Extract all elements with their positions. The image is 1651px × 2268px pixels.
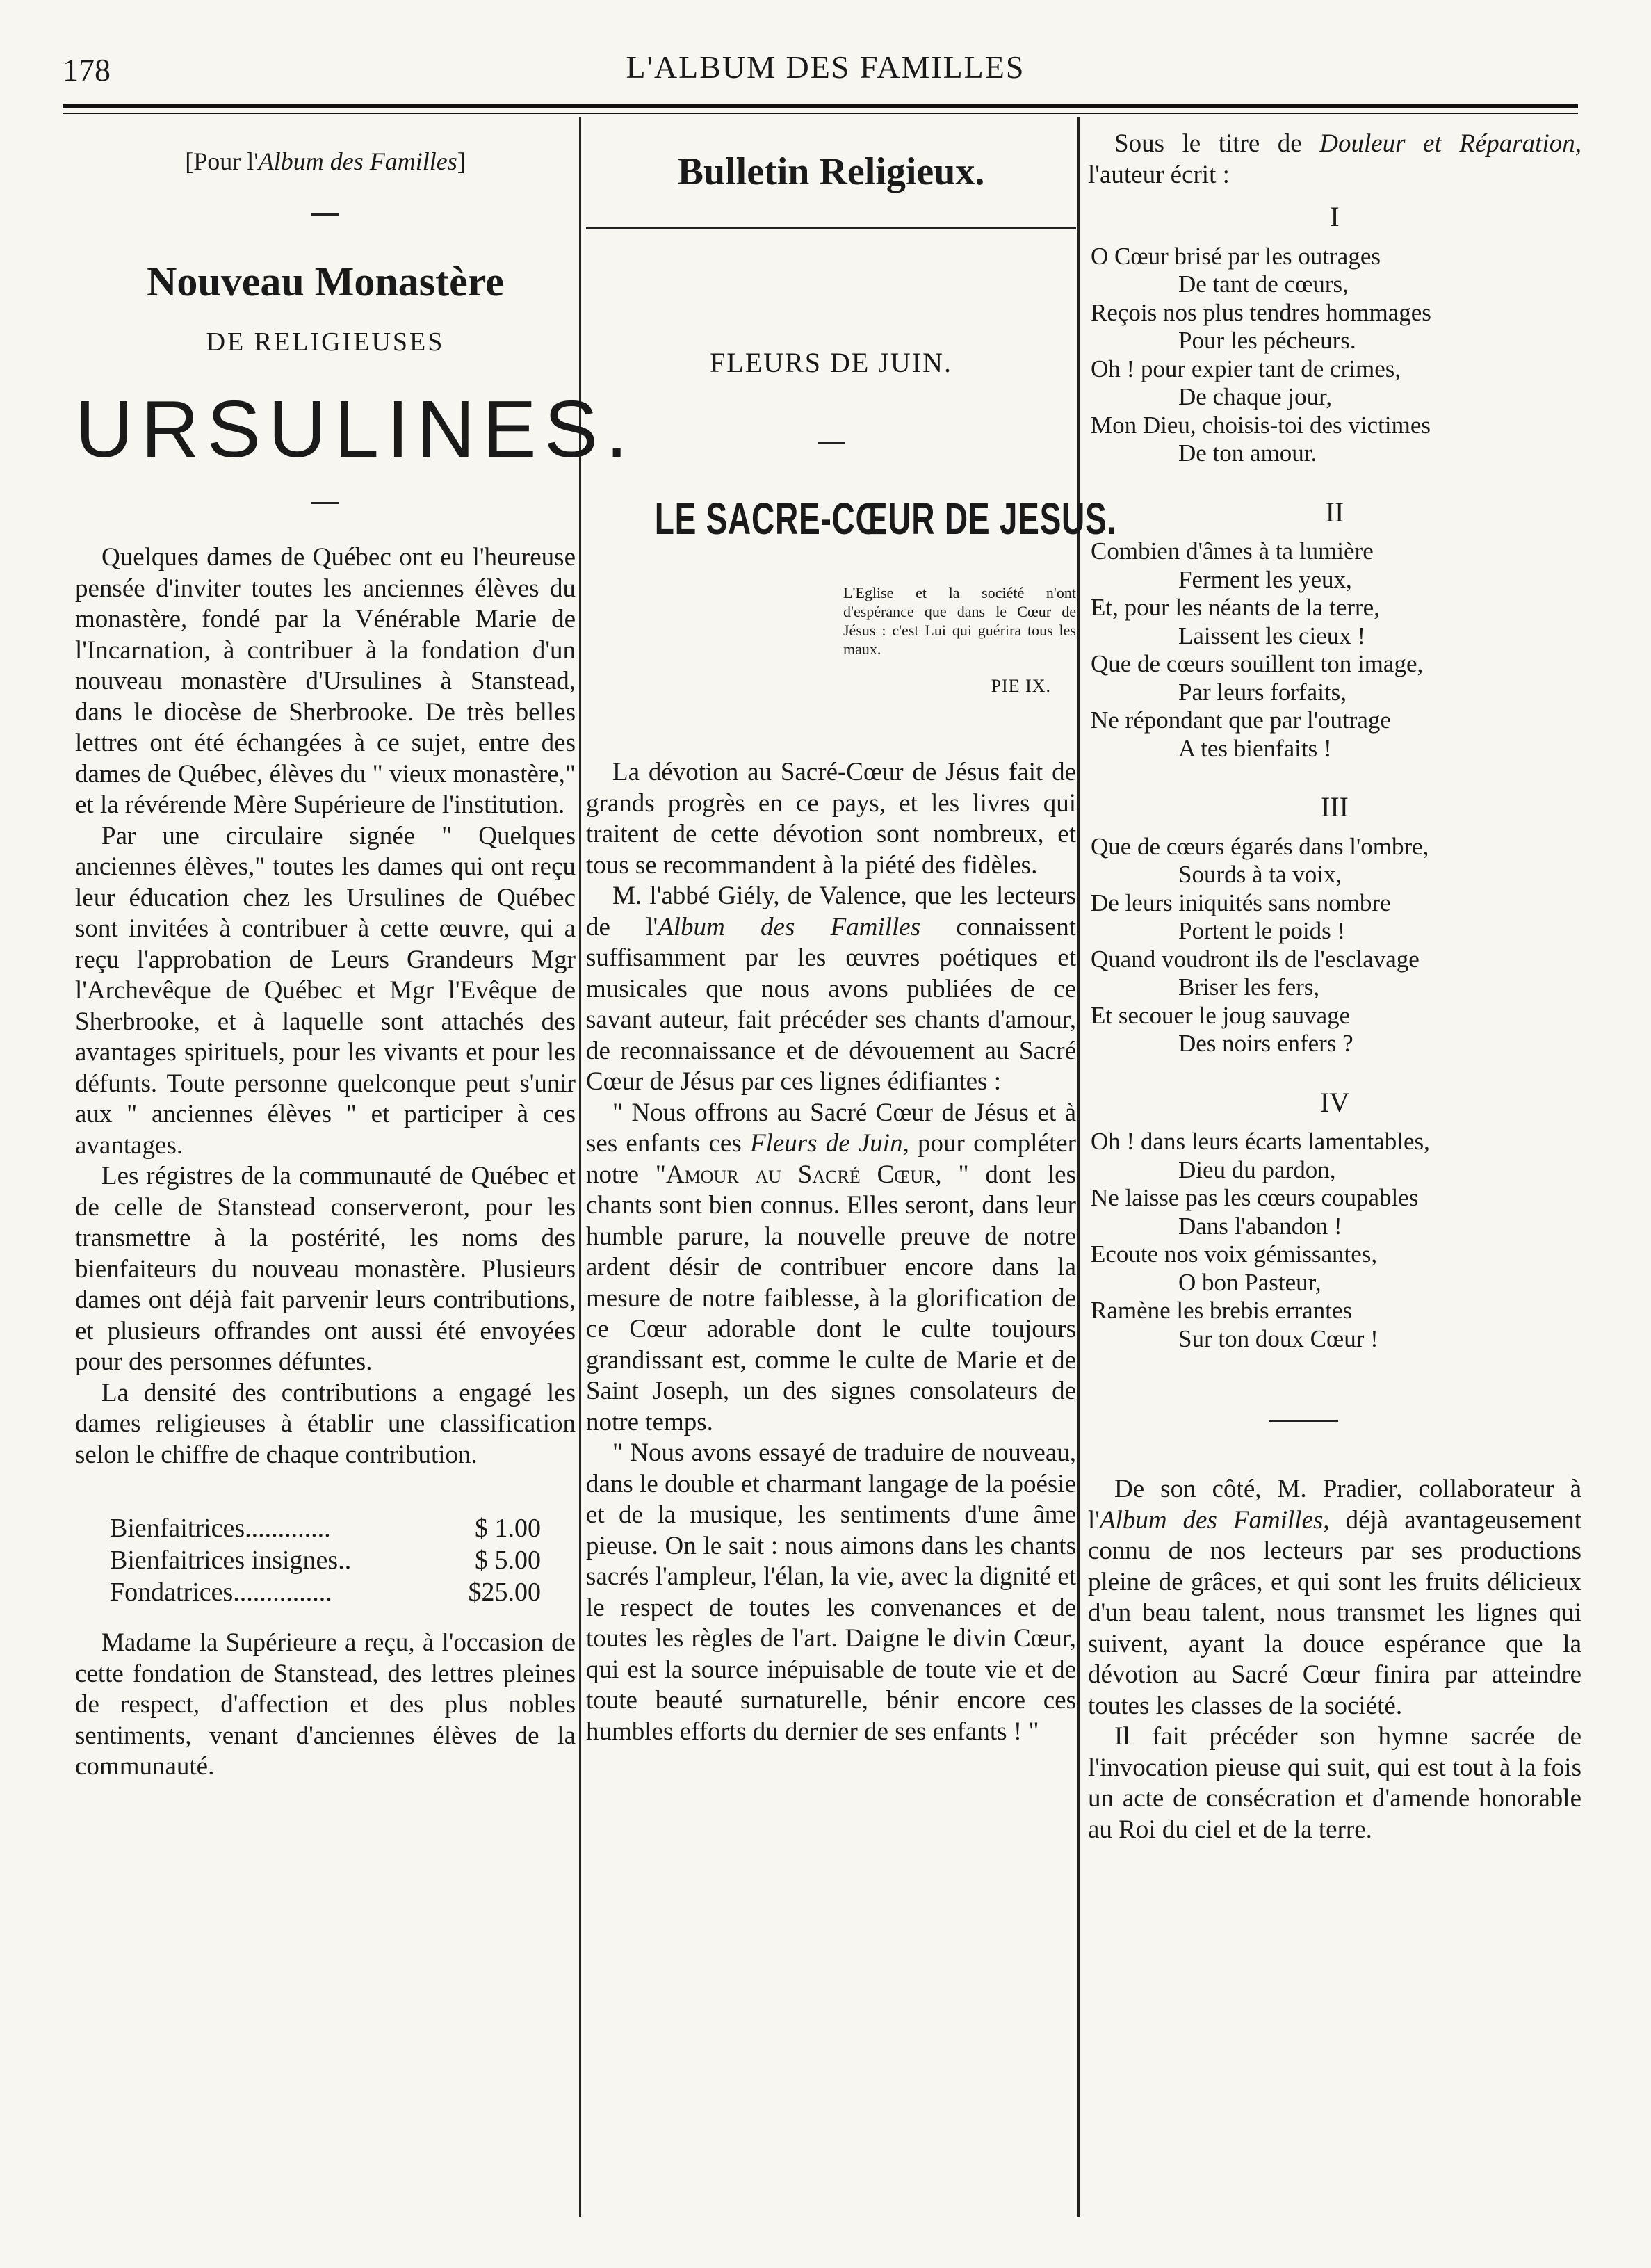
paragraph: Madame la Supérieure a reçu, à l'occasion de cette fondation de Stanstead, des lettres pleines de respect, d'affection et des plus nobles sentiments, venant d'anciennes élèves de la communauté. bbox=[75, 1628, 576, 1781]
section-title: Bulletin Religieux. bbox=[677, 150, 985, 193]
subtitle: FLEURS DE JUIN. bbox=[710, 347, 952, 378]
article-heading: LE SACRE-CŒUR DE JESUS. bbox=[654, 493, 1117, 544]
text: connaissent suffisamment par les œuvres poétiques et musicales que nous avons publiées de ce savant auteur, fait précéder ses chants d'amour, de reconnaissance et de dévouement au Sacré Cœur de Jésus par ces lignes édifiantes : bbox=[586, 912, 1077, 1096]
italic-title: Album des Familles bbox=[658, 912, 921, 941]
poem-line: Et, pour les néants de la terre, bbox=[1091, 594, 1380, 621]
fee-row bbox=[110, 1512, 541, 1544]
stanza-gap bbox=[1088, 468, 1581, 486]
poem-line: Ferment les yeux, bbox=[1178, 565, 1352, 593]
text: , l'auteur écrit : bbox=[1088, 129, 1581, 189]
article-credit bbox=[75, 146, 576, 177]
paragraph bbox=[1088, 1474, 1581, 1722]
poem-line: Pour les pécheurs. bbox=[1178, 327, 1356, 354]
poem-line: De tant de cœurs, bbox=[1178, 270, 1349, 298]
poem-line: Oh ! pour expier tant de crimes, bbox=[1091, 355, 1401, 382]
paragraph: " Nous avons essayé de traduire de nouveau, dans le double et charmant langage de la poésie et de la musique, les sentiments d'une âme pieuse. On le sait : nous aimons dans les chants sacrés l'ampleur, l'élan, la vie, avec la dignité et le respect de toutes les convenances et de toutes les règles de l'art. Daigne le divin Cœur, qui est la source inépuisable de toute vie et de toute beauté surnaturelle, bénir encore ces humbles efforts du dernier de ses enfants ! " bbox=[586, 1439, 1076, 1746]
section-rule bbox=[586, 227, 1076, 229]
stanza-number: II bbox=[1325, 496, 1344, 528]
paragraph: Par une circulaire signée " Quelques anciennes élèves," toutes les dames qui ont reçu leur éducation chez les Ursulines de Québec sont invitées à contribuer à cette œuvre, qui a reçu l'approbation de Leurs Grandeurs Mgr l'Archevêque de Québec et Mgr l'Evêque de Sherbrooke, et à laquelle sont attachés des avantages spirituels, pour les vivants et pour les défunts. Toute personne quelconque peut s'unir aux " anciennes élèves " et participer à ces avantages. bbox=[75, 821, 576, 1160]
poem-line: Sourds à ta voix, bbox=[1178, 861, 1342, 888]
poem-line: Ramène les brebis errantes bbox=[1091, 1297, 1353, 1324]
poem-line: Ecoute nos voix gémissantes, bbox=[1091, 1240, 1378, 1267]
poem-line: Reçois nos plus tendres hommages bbox=[1091, 298, 1431, 326]
epigraph-attribution: PIE IX. bbox=[991, 675, 1051, 696]
poem-line: Des noirs enfers ? bbox=[1178, 1030, 1353, 1057]
poem-line: Sur ton doux Cœur ! bbox=[1178, 1325, 1378, 1352]
paragraph: Il fait précéder son hymne sacrée de l'invocation pieuse qui suit, qui est tout à la fois un acte de consécration et d'amende honorable au Roi du ciel et de la terre. bbox=[1088, 1722, 1581, 1844]
text: Sous le titre de bbox=[1114, 129, 1320, 158]
text: " dont les chants sont bien connus. Elles seront, dans leur humble parure, la nouvelle preuve de notre ardent désir de contribuer encore dans la mesure de notre faiblesse, à la glorification de ce Cœur adorable dont le culte toujours grandissant est, comme le culte de Marie et de Saint Joseph, un des signes consolateurs de notre temps. bbox=[586, 1160, 1076, 1436]
poem-line: De leurs iniquités sans nombre bbox=[1091, 889, 1391, 916]
text: De son côté, M. Pradier, collaborateur à l' bbox=[1088, 1475, 1581, 1534]
poem-line: Que de cœurs égarés dans l'ombre, bbox=[1091, 832, 1429, 860]
article-subtitle: DE RELIGIEUSES bbox=[206, 327, 445, 357]
poem-line: Oh ! dans leurs écarts lamentables, bbox=[1091, 1128, 1430, 1155]
poem-line: Que de cœurs souillent ton image, bbox=[1091, 650, 1424, 677]
italic-title: Fleurs de Juin, bbox=[749, 1129, 909, 1158]
paragraph: La densité des contributions a engagé les dames religieuses à établir une classification selon le chiffre de chaque contribution. bbox=[75, 1378, 576, 1469]
fee-row bbox=[110, 1576, 541, 1608]
poem bbox=[1088, 203, 1581, 1371]
poem-line: O bon Pasteur, bbox=[1178, 1268, 1321, 1296]
paragraph: La dévotion au Sacré-Cœur de Jésus fait de grands progrès en ce pays, et les livres qui traitent de cette dévotion sont nombreux, et tous se recommandent à la piété des fidèles. bbox=[586, 758, 1076, 880]
text: pour compléter notre " bbox=[586, 1129, 1077, 1189]
italic-title: Douleur et Réparation bbox=[1319, 129, 1575, 158]
fee-label: Bienfaitrices insignes.. bbox=[110, 1546, 352, 1575]
poem-line: Ne répondant que par l'outrage bbox=[1091, 706, 1391, 734]
page-number: 178 bbox=[63, 52, 111, 88]
paragraph: Les régistres de la communauté de Québec et de celle de Stanstead conserveront, pour les transmettre à la postérité, les noms des bienfaiteurs du nouveau monastère. Plusieurs dames ont déjà fait parvenir leurs contributions, et plusieurs offrandes ont aussi été envoyées pour des personnes défuntes. bbox=[75, 1162, 576, 1376]
text: , déjà avantageusement connu de nos lecteurs par ses productions pleine de grâces, et qui sont les fruits délicieux d'un beau talent, nous transmet les lignes qui suivent, ayant la douce espérance que la dévotion au Sacré Cœur finira par atteindre toutes les classes de la société. bbox=[1088, 1505, 1581, 1720]
poem-intro bbox=[1088, 129, 1581, 191]
stanza-number: III bbox=[1321, 791, 1349, 823]
italic-title: Album des Familles bbox=[1099, 1505, 1324, 1534]
poem-line: De chaque jour, bbox=[1178, 383, 1333, 410]
poem-line: A tes bienfaits ! bbox=[1178, 734, 1332, 762]
fee-label: Bienfaitrices............. bbox=[110, 1514, 331, 1543]
poem-line: O Cœur brisé par les outrages bbox=[1091, 242, 1381, 270]
column-middle bbox=[586, 129, 1117, 1747]
stanza-gap bbox=[1088, 1058, 1581, 1076]
separator-dash bbox=[311, 502, 339, 504]
fee-label: Fondatrices............... bbox=[110, 1578, 332, 1607]
poem-line: Ne laisse pas les cœurs coupables bbox=[1091, 1184, 1419, 1211]
column-right bbox=[1088, 129, 1581, 1845]
poem-line: Dans l'abandon ! bbox=[1178, 1212, 1342, 1240]
stanza-number: IV bbox=[1319, 1086, 1350, 1118]
fee-amount: $ 1.00 bbox=[475, 1514, 541, 1543]
text: " Nous offrons au Sacré Cœur de Jésus et à ses enfants ces bbox=[586, 1098, 1076, 1158]
poem-line: Portent le poids ! bbox=[1178, 917, 1346, 944]
text: M. l'abbé Giély, de Valence, que les lecteurs de l' bbox=[586, 882, 1076, 941]
paragraph bbox=[586, 1098, 1076, 1439]
separator-dash bbox=[311, 213, 339, 216]
fee-row bbox=[110, 1544, 541, 1576]
contribution-table bbox=[110, 1512, 576, 1608]
poem-line: Quand voudront ils de l'esclavage bbox=[1091, 945, 1420, 973]
header-rule bbox=[63, 104, 1578, 108]
article-title: Nouveau Monastère bbox=[147, 258, 504, 305]
epigraph: L'Eglise et la société n'ont d'espérance que dans le Cœur de Jésus : c'est Lui qui guérira tous les maux. bbox=[843, 583, 1076, 658]
fee-amount: $25.00 bbox=[468, 1578, 541, 1607]
small-caps-title: Amour au Sacré Cœur, bbox=[665, 1160, 942, 1189]
stanza-gap bbox=[1088, 763, 1581, 781]
paragraph bbox=[586, 881, 1076, 1098]
running-title: L'ALBUM DES FAMILLES bbox=[626, 49, 1025, 85]
credit-suffix: ] bbox=[457, 147, 466, 175]
column-left bbox=[75, 129, 636, 1783]
poem-line: Briser les fers, bbox=[1178, 973, 1320, 1001]
fee-amount: $ 5.00 bbox=[475, 1546, 541, 1575]
poem-line: Par leurs forfaits, bbox=[1178, 678, 1347, 706]
paragraph: Quelques dames de Québec ont eu l'heureuse pensée d'inviter toutes les anciennes élèves du monastère, fondé par la Vénérable Marie de l'Incarnation, à contribuer à la fondation d'un nouveau monastère d'Ursulines à Stanstead, dans le diocèse de Sherbrooke. De très belles lettres ont été échangées à ce sujet, entre des dames de Québec, élèves du " vieux monastère," et la révérende Mère Supérieure de l'institution. bbox=[75, 543, 576, 819]
credit-prefix: [Pour l' bbox=[185, 147, 259, 175]
stanza-number: I bbox=[1330, 201, 1340, 232]
article-title-large: URSULINES. bbox=[75, 384, 636, 474]
credit-title: Album des Familles bbox=[258, 147, 457, 175]
poem-line: Dieu du pardon, bbox=[1178, 1156, 1336, 1183]
separator-dash bbox=[818, 442, 845, 444]
stanza-gap bbox=[1088, 1353, 1581, 1371]
poem-line: De ton amour. bbox=[1178, 439, 1317, 467]
poem-line: Combien d'âmes à ta lumière bbox=[1091, 537, 1374, 565]
column-rule-2 bbox=[1077, 117, 1080, 2217]
poem-line: Mon Dieu, choisis-toi des victimes bbox=[1091, 411, 1431, 439]
poem-line: Et secouer le joug sauvage bbox=[1091, 1001, 1351, 1029]
header-rule-thin bbox=[63, 113, 1578, 114]
separator-rule bbox=[1269, 1420, 1338, 1422]
poem-line: Laissent les cieux ! bbox=[1178, 622, 1366, 649]
